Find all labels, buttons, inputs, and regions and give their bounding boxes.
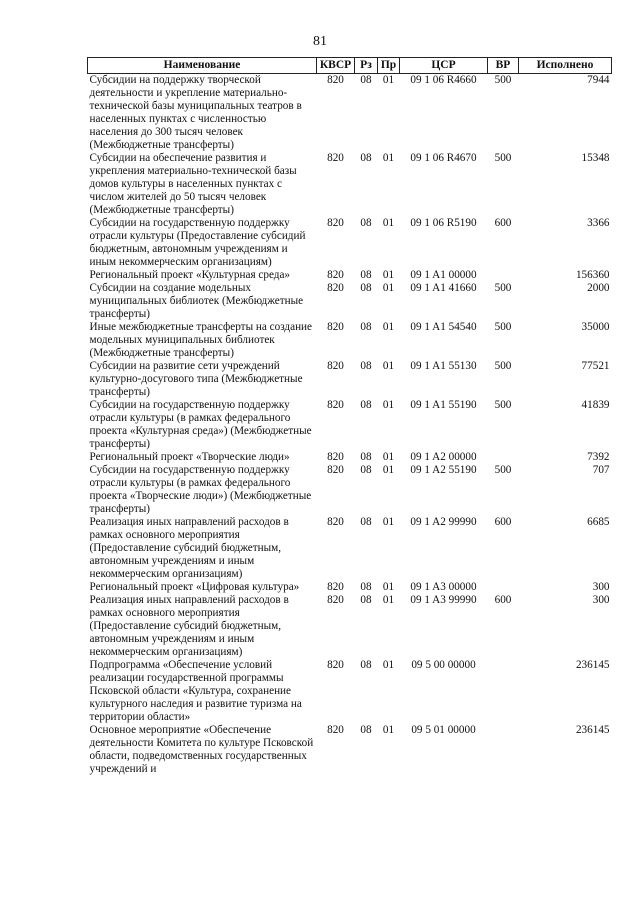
cell-kvsr: 820 <box>327 152 344 164</box>
cell-pr: 01 <box>382 516 395 528</box>
cell-vr <box>488 451 519 464</box>
cell-name: Основное мероприятие «Обеспечение деятельности Комитета по культуре Псковской области, подведомственных государственных учреждений и <box>89 724 314 775</box>
header-vr: ВР <box>488 58 519 74</box>
cell-name: Подпрограмма «Обеспечение условий реализации государственной программы Псковской области «Культура, сохранение культурного наследия и развитие туризма на территории области» <box>89 659 302 723</box>
cell-name: Региональный проект «Цифровая культура» <box>89 581 300 593</box>
cell-csr: 09 5 01 00000 <box>411 724 476 736</box>
cell-rz: 08 <box>360 152 372 164</box>
cell-exe: 236145 <box>575 659 610 671</box>
table-row <box>88 217 612 269</box>
cell-vr: 600 <box>494 594 512 606</box>
cell-name: Субсидии на государственную поддержку отрасли культуры (Предоставление субсидий бюджетным, автономным учреждениям и иным некоммерческим организациям) <box>89 217 306 268</box>
page-number: 81 <box>313 34 327 49</box>
cell-exe: 7392 <box>587 451 610 463</box>
budget-table <box>87 57 612 776</box>
cell-vr: 500 <box>494 360 512 372</box>
cell-rz: 08 <box>360 399 372 411</box>
cell-exe: 15348 <box>581 152 610 164</box>
cell-pr: 01 <box>382 581 395 593</box>
cell-name: Иные межбюджетные трансферты на создание модельных муниципальных библиотек (Межбюджетные трансферты) <box>89 321 313 359</box>
cell-rz: 08 <box>360 594 372 606</box>
cell-kvsr: 820 <box>327 74 344 86</box>
cell-exe: 7944 <box>587 74 610 86</box>
cell-exe: 300 <box>592 594 610 606</box>
cell-rz: 08 <box>360 282 372 294</box>
cell-csr: 09 1 A1 41660 <box>410 282 477 294</box>
cell-vr: 500 <box>494 152 512 164</box>
table-row <box>88 516 612 581</box>
cell-vr: 500 <box>494 321 512 333</box>
cell-name: Региональный проект «Культурная среда» <box>89 269 291 281</box>
cell-name: Региональный проект «Творческие люди» <box>89 451 290 463</box>
cell-kvsr: 820 <box>327 217 344 229</box>
cell-pr: 01 <box>382 724 395 736</box>
cell-vr: 600 <box>494 217 512 229</box>
cell-rz: 08 <box>360 74 372 86</box>
header-executed: Исполнено <box>519 58 612 74</box>
cell-vr <box>488 724 519 776</box>
table-row <box>88 282 612 321</box>
cell-pr: 01 <box>382 451 395 463</box>
cell-exe: 6685 <box>587 516 610 528</box>
cell-pr: 01 <box>382 464 395 476</box>
cell-rz: 08 <box>360 321 372 333</box>
cell-rz: 08 <box>360 464 372 476</box>
table-body <box>88 74 612 777</box>
cell-pr: 01 <box>382 217 395 229</box>
cell-csr: 09 1 A3 00000 <box>410 581 477 593</box>
cell-name: Субсидии на государственную поддержку отрасли культуры (в рамках федерального проекта «Творческие люди») (Межбюджетные трансферты) <box>89 464 312 515</box>
cell-pr: 01 <box>382 269 395 281</box>
table-row <box>88 399 612 451</box>
table-row <box>88 581 612 594</box>
cell-vr: 500 <box>494 74 512 86</box>
cell-exe: 77521 <box>581 360 610 372</box>
cell-exe: 41839 <box>581 399 610 411</box>
table-row <box>88 321 612 360</box>
table-header-row <box>88 58 612 74</box>
cell-vr <box>488 659 519 724</box>
cell-rz: 08 <box>360 217 372 229</box>
cell-rz: 08 <box>360 581 372 593</box>
cell-name: Субсидии на обеспечение развития и укрепления материально-технической базы домов культуры в населенных пунктах с числом жителей до 50 тысяч человек (Межбюджетные трансферты) <box>89 152 297 216</box>
table-row <box>88 152 612 217</box>
table-row <box>88 269 612 282</box>
cell-csr: 09 1 A1 54540 <box>410 321 477 333</box>
cell-vr <box>488 269 519 282</box>
table-row <box>88 724 612 776</box>
cell-exe: 2000 <box>587 282 610 294</box>
cell-vr: 500 <box>494 282 512 294</box>
table-row <box>88 451 612 464</box>
header-csr: ЦСР <box>400 58 488 74</box>
cell-name: Субсидии на создание модельных муниципальных библиотек (Межбюджетные трансферты) <box>89 282 304 320</box>
cell-name: Реализация иных направлений расходов в рамках основного мероприятия (Предоставление субсидий бюджетным, автономным учреждениям и иным некоммерческим организациям) <box>89 516 289 580</box>
cell-pr: 01 <box>382 282 395 294</box>
cell-name: Субсидии на государственную поддержку отрасли культуры (в рамках федерального проекта «Культурная среда») (Межбюджетные трансферты) <box>89 399 312 450</box>
cell-csr: 09 1 A2 00000 <box>410 451 477 463</box>
cell-name: Реализация иных направлений расходов в рамках основного мероприятия (Предоставление субсидий бюджетным, автономным учреждениям и иным некоммерческим организациям) <box>89 594 289 658</box>
cell-csr: 09 1 06 R5190 <box>410 217 477 229</box>
cell-pr: 01 <box>382 399 395 411</box>
cell-csr: 09 1 A2 99990 <box>410 516 477 528</box>
cell-pr: 01 <box>382 74 395 86</box>
cell-csr: 09 1 A3 99990 <box>410 594 477 606</box>
header-rz: Рз <box>355 58 378 74</box>
cell-pr: 01 <box>382 659 395 671</box>
cell-kvsr: 820 <box>327 269 344 281</box>
cell-exe: 156360 <box>575 269 610 281</box>
cell-exe: 300 <box>592 581 610 593</box>
cell-kvsr: 820 <box>327 516 344 528</box>
cell-rz: 08 <box>360 360 372 372</box>
cell-vr: 600 <box>494 516 512 528</box>
cell-exe: 236145 <box>575 724 610 736</box>
cell-vr: 500 <box>494 464 512 476</box>
table-row <box>88 360 612 399</box>
cell-pr: 01 <box>382 594 395 606</box>
cell-csr: 09 1 06 R4660 <box>410 74 477 86</box>
cell-kvsr: 820 <box>327 594 344 606</box>
cell-vr <box>488 581 519 594</box>
header-name: Наименование <box>88 58 317 74</box>
cell-kvsr: 820 <box>327 321 344 333</box>
cell-kvsr: 820 <box>327 724 344 736</box>
header-pr: Пр <box>378 58 400 74</box>
cell-rz: 08 <box>360 659 372 671</box>
cell-rz: 08 <box>360 269 372 281</box>
cell-kvsr: 820 <box>327 464 344 476</box>
cell-csr: 09 1 06 R4670 <box>410 152 477 164</box>
cell-rz: 08 <box>360 724 372 736</box>
cell-vr: 500 <box>494 399 512 411</box>
cell-rz: 08 <box>360 516 372 528</box>
header-kvsr: КВСР <box>317 58 355 74</box>
table-row <box>88 659 612 724</box>
cell-pr: 01 <box>382 360 395 372</box>
cell-kvsr: 820 <box>327 581 344 593</box>
cell-kvsr: 820 <box>327 659 344 671</box>
cell-name: Субсидии на развитие сети учреждений культурно-досугового типа (Межбюджетные трансферты) <box>89 360 303 398</box>
cell-pr: 01 <box>382 152 395 164</box>
cell-exe: 707 <box>592 464 610 476</box>
cell-csr: 09 1 A1 55130 <box>410 360 477 372</box>
cell-kvsr: 820 <box>327 399 344 411</box>
cell-kvsr: 820 <box>327 360 344 372</box>
cell-csr: 09 1 A2 55190 <box>410 464 477 476</box>
table-row <box>88 464 612 516</box>
table-row <box>88 74 612 153</box>
cell-csr: 09 1 A1 55190 <box>410 399 477 411</box>
cell-exe: 35000 <box>581 321 610 333</box>
table-row <box>88 594 612 659</box>
cell-csr: 09 5 00 00000 <box>411 659 476 671</box>
cell-kvsr: 820 <box>327 282 344 294</box>
cell-kvsr: 820 <box>327 451 344 463</box>
cell-exe: 3366 <box>587 217 610 229</box>
cell-name: Субсидии на поддержку творческой деятельности и укрепление материально-технической базы муниципальных театров в населенных пунктах с численностью населения до 300 тысяч человек (Межбюджетные трансферты) <box>89 74 302 151</box>
cell-pr: 01 <box>382 321 395 333</box>
cell-rz: 08 <box>360 451 372 463</box>
cell-csr: 09 1 A1 00000 <box>410 269 477 281</box>
